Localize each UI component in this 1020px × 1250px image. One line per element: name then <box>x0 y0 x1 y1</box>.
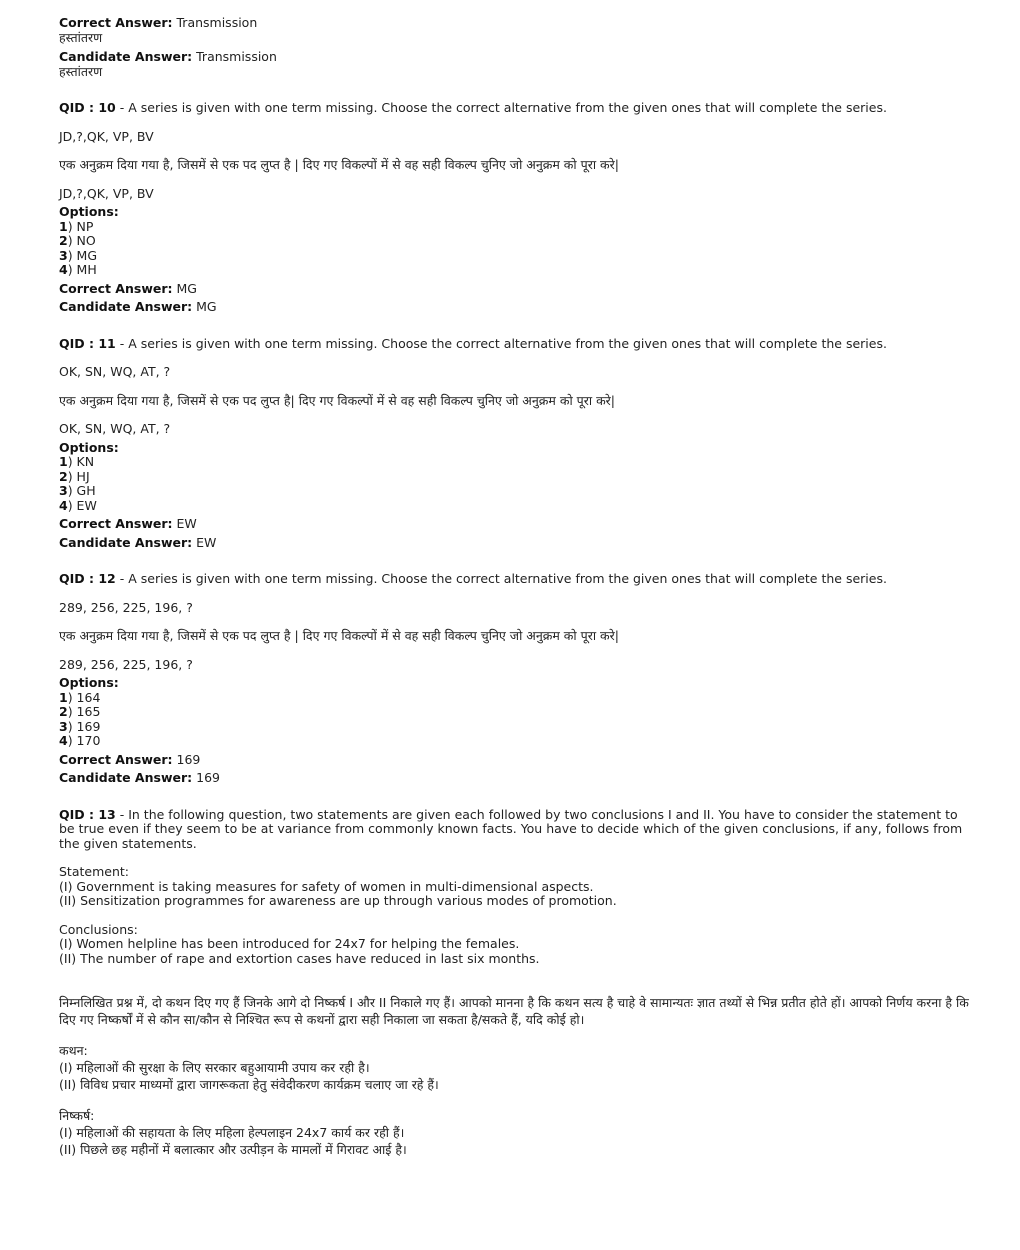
series-english: 289, 256, 225, 196, ? <box>59 599 193 615</box>
document-page <box>59 15 973 1158</box>
statement-2-hindi: (II) विविध प्रचार माध्यमों द्वारा जागरूकता हेतु संवेदीकरण कार्यक्रम चलाए जा रहे हैं। <box>59 1077 439 1092</box>
conclusion-1: (I) Women helpline has been introduced for 24x7 for helping the females. <box>59 936 520 951</box>
option-2: 2) 165 <box>59 704 101 719</box>
question-13 <box>59 806 973 1159</box>
statement-2: (II) Sensitization programmes for awareness are up through various modes of promotion. <box>59 893 617 908</box>
candidate-answer-hindi: हस्तांतरण <box>59 63 103 79</box>
question-id: QID : 13 <box>59 806 116 822</box>
correct-answer-hindi: हस्तांतरण <box>59 29 103 45</box>
question-id: QID : 11 <box>59 335 116 351</box>
question-12 <box>59 572 969 786</box>
candidate-answer-value: Transmission <box>196 49 277 64</box>
statement-label: Statement: <box>59 864 129 879</box>
correct-answer-line <box>59 16 969 31</box>
series-hindi: OK, SN, WQ, AT, ? <box>59 421 171 436</box>
option-3: 3) GH <box>59 483 96 498</box>
option-1: 1) KN <box>59 454 95 469</box>
question-text: QID : 13 - In the following question, two statements are given each followed by two conclusions I and II. You have to consider the statement to be true even if they seem to be at variance from commonly known facts. You have to decide which of the given conclusions, if any, follows from the given statements. <box>59 806 967 851</box>
series-english: JD,?,QK, VP, BV <box>59 128 154 144</box>
correct-answer-line: Correct Answer: 169 <box>59 751 201 767</box>
question-text-hindi: एक अनुक्रम दिया गया है, जिसमें से एक पद लुप्त है| दिए गए विकल्पों में से वह सही विकल्प चुनिए जो अनुक्रम को पूरा करे| <box>59 392 615 408</box>
candidate-answer-line: Candidate Answer: MG <box>59 299 217 314</box>
question-11 <box>59 337 969 551</box>
conclusion-1-hindi: (I) महिलाओं की सहायता के लिए महिला हेल्पलाइन 24x7 कार्य कर रही हैं। <box>59 1125 405 1140</box>
option-4: 4) 170 <box>59 733 101 748</box>
option-4: 4) MH <box>59 262 97 277</box>
series-hindi: JD,?,QK, VP, BV <box>59 185 154 201</box>
option-2: 2) HJ <box>59 468 90 484</box>
question-text: QID : 10 - A series is given with one term missing. Choose the correct alternative from the given ones that will complete the series. <box>59 100 887 115</box>
series-english: OK, SN, WQ, AT, ? <box>59 364 171 379</box>
question-text: QID : 11 - A series is given with one term missing. Choose the correct alternative from the given ones that will complete the series. <box>59 335 887 351</box>
option-1: 1) NP <box>59 218 94 234</box>
question-text-hindi: एक अनुक्रम दिया गया है, जिसमें से एक पद लुप्त है | दिए गए विकल्पों में से वह सही विकल्प चुनिए जो अनुक्रम को पूरा करे| <box>59 157 619 172</box>
candidate-answer-line: Candidate Answer: EW <box>59 534 217 550</box>
options-label: Options: <box>59 204 119 219</box>
question-text-hindi: एक अनुक्रम दिया गया है, जिसमें से एक पद लुप्त है | दिए गए विकल्पों में से वह सही विकल्प चुनिए जो अनुक्रम को पूरा करे| <box>59 628 619 643</box>
option-2: 2) NO <box>59 233 96 248</box>
correct-answer-line: Correct Answer: EW <box>59 516 197 531</box>
candidate-answer-line: Candidate Answer: 169 <box>59 770 220 785</box>
question-id: QID : 12 <box>59 571 116 586</box>
candidate-answer-line <box>59 50 969 65</box>
options-label: Options: <box>59 675 119 690</box>
series-hindi: 289, 256, 225, 196, ? <box>59 656 193 672</box>
statement-1: (I) Government is taking measures for safety of women in multi-dimensional aspects. <box>59 878 594 894</box>
correct-answer-value: Transmission <box>176 15 258 30</box>
conclusion-2: (II) The number of rape and extortion cases have reduced in last six months. <box>59 950 540 966</box>
option-3: 3) MG <box>59 247 98 263</box>
conclusion-2-hindi: (II) पिछले छह महीनों में बलात्कार और उत्पीड़न के मामलों में गिरावट आई है। <box>59 1142 407 1157</box>
statement-label-hindi: कथन: <box>59 1043 88 1058</box>
conclusions-label-hindi: निष्कर्ष: <box>59 1108 95 1123</box>
correct-answer-label: Correct Answer: <box>59 15 173 30</box>
question-text: QID : 12 - A series is given with one term missing. Choose the correct alternative from the given ones that will complete the series. <box>59 571 887 586</box>
candidate-answer-label: Candidate Answer: <box>59 49 193 64</box>
option-1: 1) 164 <box>59 689 101 705</box>
option-3: 3) 169 <box>59 718 101 734</box>
question-id: QID : 10 <box>59 100 116 115</box>
statement-1-hindi: (I) महिलाओं की सुरक्षा के लिए सरकार बहुआयामी उपाय कर रही है। <box>59 1060 370 1075</box>
correct-answer-line: Correct Answer: MG <box>59 280 197 296</box>
option-4: 4) EW <box>59 497 97 513</box>
conclusions-label: Conclusions: <box>59 921 138 937</box>
question-10 <box>59 101 969 315</box>
question-text-hindi: निम्नलिखित प्रश्न में, दो कथन दिए गए हैं जिनके आगे दो निष्कर्ष I और II निकाले गए हैं। आपको मानना है कि कथन सत्य है चाहे वे सामान्यतः ज्ञात तथ्यों से भिन्न प्रतीत होते हों। आपको निर्णय करना है कि दिए गए निष्कर्षों में से कौन सा/कौन से निश्चित रूप से कथनों द्वारा सही निकाला जा सकता है/सकते हैं, यदि कोई हो। <box>59 995 973 1027</box>
options-label: Options: <box>59 439 119 455</box>
